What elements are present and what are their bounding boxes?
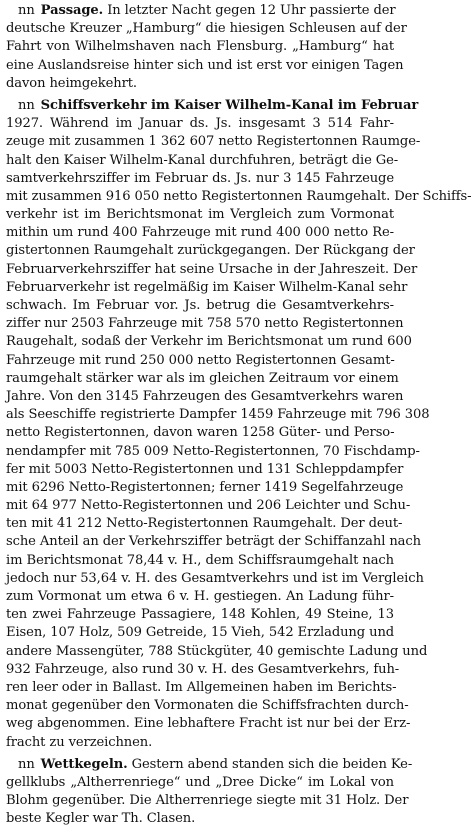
article-text: Gestern abend standen sich die beiden Ke- [131,756,413,772]
article-line: ten zwei Fahrzeuge Passagiere, 148 Kohlen, 49 Steine, 13 [6,607,394,623]
article-marker: nn [18,3,35,18]
article-line: schwach. Im Februar vor. Js. betrug die Gesamtverkehrs- [6,298,394,313]
article-line: gellklubs „Altherrenriege“ und „Dree Dicke“ im Lokal von [6,774,394,790]
article-line: Februarverkehrsziffer hat seine Ursache in der Jahreszeit. Der [6,261,418,277]
article-wettkegeln [6,756,413,828]
article-line: netto Registertonnen, davon waren 1258 Güter- und Perso- [6,425,395,441]
article-line: andere Massengüter, 788 Stückgüter, 40 gemischte Ladung und [6,643,428,659]
article-headline: Schiffsverkehr im Kaiser Wilhelm-Kanal im Februar [40,97,419,113]
article-line: mit 6296 Netto-Registertonnen; ferner 1419 Segelfahrzeuge [6,479,404,495]
article-first-line [6,756,413,774]
article-line: Fahrt von Wilhelmshaven nach Flensburg. „Hamburg“ hat [6,39,394,55]
article-line: nendampfer mit 785 009 Netto-Registertonnen, 70 Fischdamp- [6,443,420,459]
article-line: verkehr ist im Berichtsmonat im Vergleich zum Vormonat [6,207,394,223]
article-line: monat gegenüber den Vormonaten die Schiffsfrachten durch- [6,698,409,714]
article-headline: Passage. [40,3,104,18]
article-first-line [6,97,419,115]
article-line: beste Kegler war Th. Clasen. [6,811,196,827]
article-line: als Seeschiffe registrierte Dampfer 1459 Fahrzeuge mit 796 308 [6,407,430,423]
article-line: gistertonnen Raumgehalt zurückgegangen. Der Rückgang der [6,243,415,259]
article-line: 932 Fahrzeuge, also rund 30 v. H. des Gesamtverkehrs, fuh- [6,661,400,677]
article-line: zeuge mit zusammen 1 362 607 netto Registertonnen Raumge- [6,134,421,150]
article-line: ten mit 41 212 Netto-Registertonnen Raumgehalt. Der deut- [6,516,403,532]
article-line: deutsche Kreuzer „Hamburg“ die hiesigen Schleusen auf der [6,21,407,37]
article-line: Fahrzeuge mit rund 250 000 netto Registertonnen Gesamt- [6,352,395,368]
article-marker: nn [18,97,35,113]
article-line: zum Vormonat um etwa 6 v. H. gestiegen. An Ladung führ- [6,589,394,604]
article-line: eine Auslandsreise hinter sich und ist erst vor einigen Tagen [6,57,404,73]
article-line: raumgehalt stärker war als im gleichen Zeitraum vor einem [6,370,399,386]
article-line: fer mit 5003 Netto-Registertonnen und 131 Schleppdampfer [6,461,404,477]
article-text: In letzter Nacht gegen 12 Uhr passierte der [107,3,396,18]
article-line: mithin um rund 400 Fahrzeuge mit rund 400 000 netto Re- [6,225,394,241]
article-first-line [6,2,394,20]
article-line: Jahre. Von den 3145 Fahrzeugen des Gesamtverkehrs waren [6,388,404,404]
article-headline: Wettkegeln. [40,756,128,772]
article-line: davon heimgekehrt. [6,75,137,91]
article-line: halt den Kaiser Wilhelm-Kanal durchfuhren, beträgt die Ge- [6,152,399,168]
article-passage [6,2,407,93]
article-line: weg abgenommen. Eine lebhaftere Fracht ist nur bei der Erz- [6,716,411,732]
article-line: Raugehalt, sodaß der Verkehr im Berichtsmonat um rund 600 [6,334,412,350]
article-line: im Berichtsmonat 78,44 v. H., dem Schiffsraumgehalt nach [6,552,394,568]
article-schiffsverkehr [6,97,471,752]
article-line: Eisen, 107 Holz, 509 Getreide, 15 Vieh, 542 Erzladung und [6,625,395,641]
article-line: 1927. Während im Januar ds. Js. insgesamt 3 514 Fahr- [6,116,394,132]
article-line: Blohm gegenüber. Die Altherrenriege siegte mit 31 Holz. Der [6,793,409,809]
article-line: sche Anteil an der Verkehrsziffer beträgt der Schiffanzahl nach [6,534,421,550]
article-marker: nn [18,756,35,772]
article-line: fracht zu verzeichnen. [6,734,153,750]
article-line: jedoch nur 53,64 v. H. des Gesamtverkehrs und ist im Vergleich [6,570,424,586]
article-line: mit zusammen 916 050 netto Registertonnen Raumgehalt. Der Schiffs- [6,188,471,204]
article-line: samtverkehrsziffer im Februar ds. Js. nur 3 145 Fahrzeuge [6,170,394,186]
article-line: ren leer oder in Ballast. Im Allgemeinen haben im Berichts- [6,679,397,695]
article-line: Februarverkehr ist regelmäßig im Kaiser Wilhelm-Kanal sehr [6,279,408,295]
article-line: ziffer nur 2503 Fahrzeuge mit 758 570 netto Registertonnen [6,316,404,332]
article-line: mit 64 977 Netto-Registertonnen und 206 Leichter und Schu- [6,498,411,514]
